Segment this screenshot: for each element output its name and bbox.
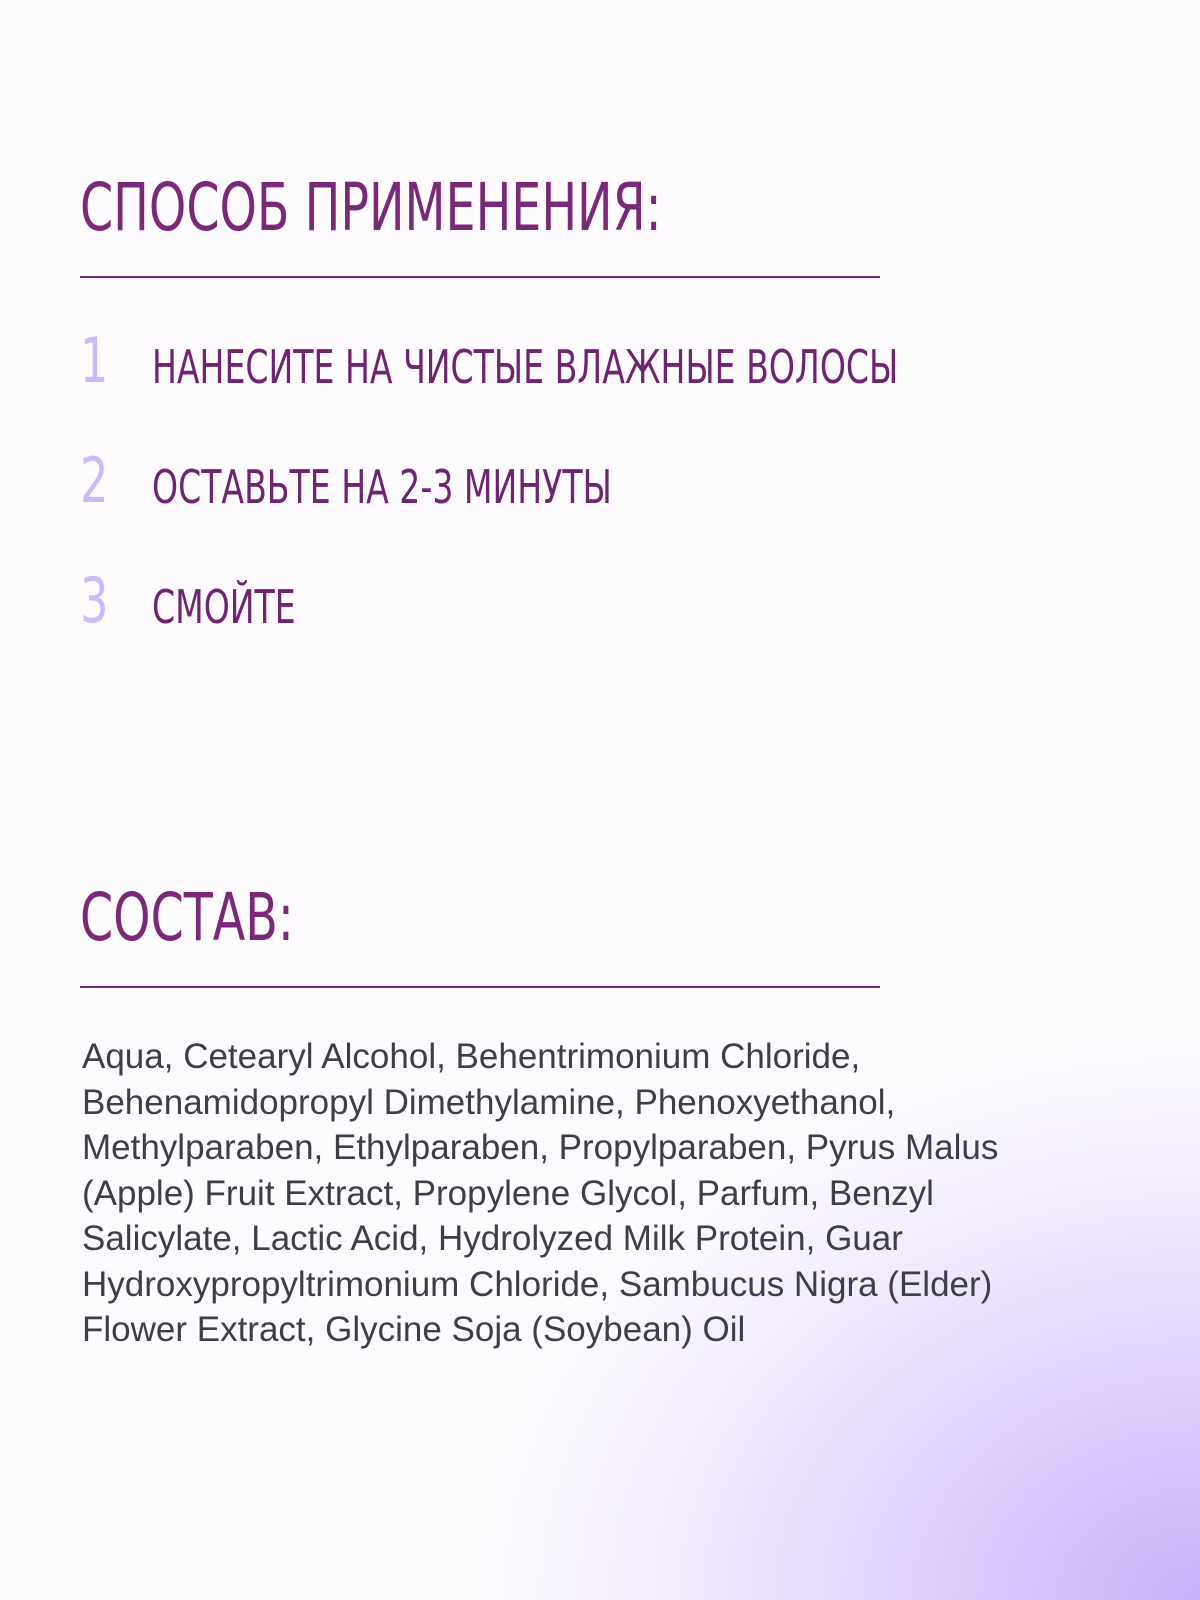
ingredients-text (82, 1034, 1182, 1353)
usage-step (80, 444, 1140, 530)
ingredients-line: Methylparaben, Ethylparaben, Propylparaben, Pyrus Malus (82, 1128, 999, 1167)
ingredients-line: Salicylate, Lactic Acid, Hydrolyzed Milk Protein, Guar (82, 1219, 903, 1258)
ingredients-line: (Apple) Fruit Extract, Propylene Glycol, Parfum, Benzyl (82, 1173, 934, 1213)
usage-title: СПОСОБ ПРИМЕНЕНИЯ: (80, 169, 662, 246)
ingredients-line: Behenamidopropyl Dimethylamine, Phenoxyethanol, (82, 1082, 896, 1122)
usage-step (80, 564, 1140, 650)
step-text: НАНЕСИТЕ НА ЧИСТЫЕ ВЛАЖНЫЕ ВОЛОСЫ (152, 340, 899, 394)
usage-divider (80, 276, 880, 278)
step-text: ОСТАВЬТЕ НА 2-3 МИНУТЫ (152, 460, 612, 514)
ingredients-line: Aqua, Cetearyl Alcohol, Behentrimonium Chloride, (82, 1037, 861, 1076)
usage-step (80, 324, 1140, 410)
step-number: 1 (80, 324, 109, 397)
ingredients-line: Flower Extract, Glycine Soja (Soybean) Oil (82, 1310, 746, 1349)
step-text: СМОЙТЕ (152, 580, 296, 634)
step-number: 2 (80, 444, 109, 517)
composition-divider (80, 986, 880, 988)
ingredients-line: Hydroxypropyltrimonium Chloride, Sambucus Nigra (Elder) (82, 1264, 993, 1304)
step-number: 3 (80, 564, 109, 637)
composition-title: СОСТАВ: (80, 879, 294, 956)
